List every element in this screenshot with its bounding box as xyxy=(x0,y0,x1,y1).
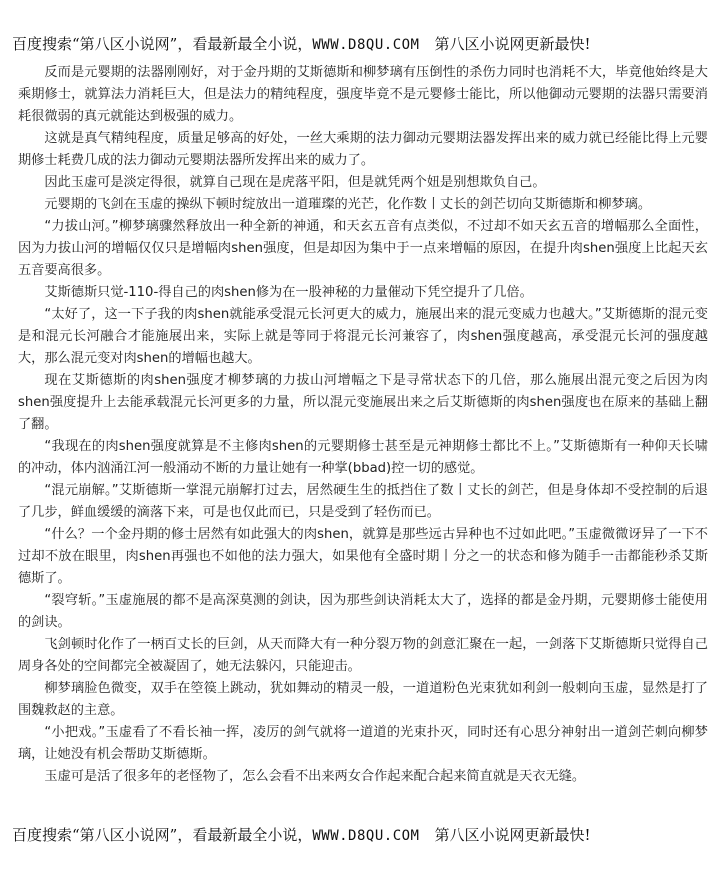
paragraph: “什么？一个金丹期的修士居然有如此强大的肉shen，就算是那些远古异种也不过如此吧。”玉虚微微讶异了一下不过却不放在眼里，肉shen再强也不如他的法力强大，如果他有全盛时期丨分之一的状态和修为随手一击都能秒杀艾斯德斯了。 xyxy=(18,527,708,586)
top-site-banner xyxy=(12,34,706,55)
paragraph: “我现在的肉shen强度就算是不主修肉shen的元婴期修士甚至是元神期修士都比不上。”艾斯德斯有一种仰天长啸的冲动，体内汹涌江河一般涌动不断的力量让她有一种掌(bbad)控一切的感觉。 xyxy=(18,439,708,476)
paragraph: 艾斯德斯只觉-110-得自己的肉shen修为在一股神秘的力量催动下凭空提升了几倍。 xyxy=(44,285,533,300)
paragraph: 玉虚可是活了很多年的老怪物了，怎么会看不出来两女合作起来配合起来简直就是天衣无缝。 xyxy=(44,769,586,784)
paragraph: “力拔山河。”柳梦璃骤然释放出一种全新的神通，和天玄五音有点类似，不过却不如天玄五音的增幅那么全面性，因为力拔山河的增幅仅仅只是增幅肉shen强度，但是却因为集中于一点来增幅的原因，在提升肉shen强度上比起天玄五音要高很多。 xyxy=(18,219,708,278)
bottom-site-banner xyxy=(12,825,706,846)
banner-site-url[interactable]: WWW.D8QU.COM xyxy=(312,828,420,844)
banner-prefix: 百度搜索“第八区小说网”，看最新最全小说， xyxy=(12,826,313,844)
paragraph: 柳梦璃脸色微变，双手在箜篌上跳动，犹如舞动的精灵一般，一道道粉色光束犹如利剑一般刺向玉虚，显然是打了围魏救赵的主意。 xyxy=(18,681,708,718)
paragraph: 飞剑顿时化作了一柄百丈长的巨剑，从天而降大有一种分裂万物的剑意汇聚在一起，一剑落下艾斯德斯只觉得自己周身各处的空间都完全被凝固了，她无法躲闪，只能迎击。 xyxy=(18,637,708,674)
paragraph: “裂穹斩。”玉虚施展的都不是高深莫测的剑诀，因为那些剑诀消耗太大了，选择的都是金丹期，元婴期修士能使用的剑诀。 xyxy=(18,593,708,630)
paragraph: “混元崩解。”艾斯德斯一掌混元崩解打过去，居然硬生生的抵挡住了数丨丈长的剑芒，但是身体却不受控制的后退了几步，鲜血缓缓的滴落下来，可是也仅此而已，只是受到了轻伤而已。 xyxy=(18,483,708,520)
paragraph: 反而是元婴期的法器刚刚好，对于金丹期的艾斯德斯和柳梦璃有压倒性的杀伤力同时也消耗不大，毕竟他始终是大乘期修士，就算法力消耗巨大，但是法力的精纯程度，强度毕竟不是元婴修士能比，所以他御动元婴期的法器只需要消耗很微弱的真元就能达到极强的威力。 xyxy=(18,65,708,124)
paragraph: 因此玉虚可是淡定得很，就算自己现在是虎落平阳，但是就凭两个妞是别想欺负自己。 xyxy=(44,175,546,190)
paragraph: 现在艾斯德斯的肉shen强度才柳梦璃的力拔山河增幅之下是寻常状态下的几倍，那么施展出混元变之后因为肉shen强度提升上去能承载混元长河更多的力量，所以混元变施展出来之后艾斯德斯的肉shen强度也在原来的基础上翻了翻。 xyxy=(18,373,708,432)
chapter-content xyxy=(18,62,708,788)
banner-site-url[interactable]: WWW.D8QU.COM xyxy=(312,37,420,53)
banner-suffix: 第八区小说网更新最快! xyxy=(419,826,591,844)
paragraph: 这就是真气精纯程度，质量足够高的好处，一丝大乘期的法力御动元婴期法器发挥出来的威力就已经能比得上元婴期修士耗费几成的法力御动元婴期法器所发挥出来的威力了。 xyxy=(18,131,708,168)
banner-suffix: 第八区小说网更新最快! xyxy=(419,35,591,53)
paragraph: “太好了，这一下子我的肉shen就能承受混元长河更大的威力，施展出来的混元变威力也越大。”艾斯德斯的混元变是和混元长河融合才能施展出来，实际上就是等同于将混元长河兼容了，肉shen强度越高，承受混元长河的强度越大，那么混元变对肉shen的增幅也越大。 xyxy=(18,307,708,366)
paragraph: “小把戏。”玉虚看了不看长袖一挥，凌厉的剑气就将一道道的光束扑灭，同时还有心思分神射出一道剑芒刺向柳梦璃，让她没有机会帮助艾斯德斯。 xyxy=(18,725,708,762)
banner-prefix: 百度搜索“第八区小说网”，看最新最全小说， xyxy=(12,35,313,53)
paragraph: 元婴期的飞剑在玉虚的操纵下顿时绽放出一道璀璨的光芒，化作数丨丈长的剑芒切向艾斯德斯和柳梦璃。 xyxy=(44,197,652,212)
